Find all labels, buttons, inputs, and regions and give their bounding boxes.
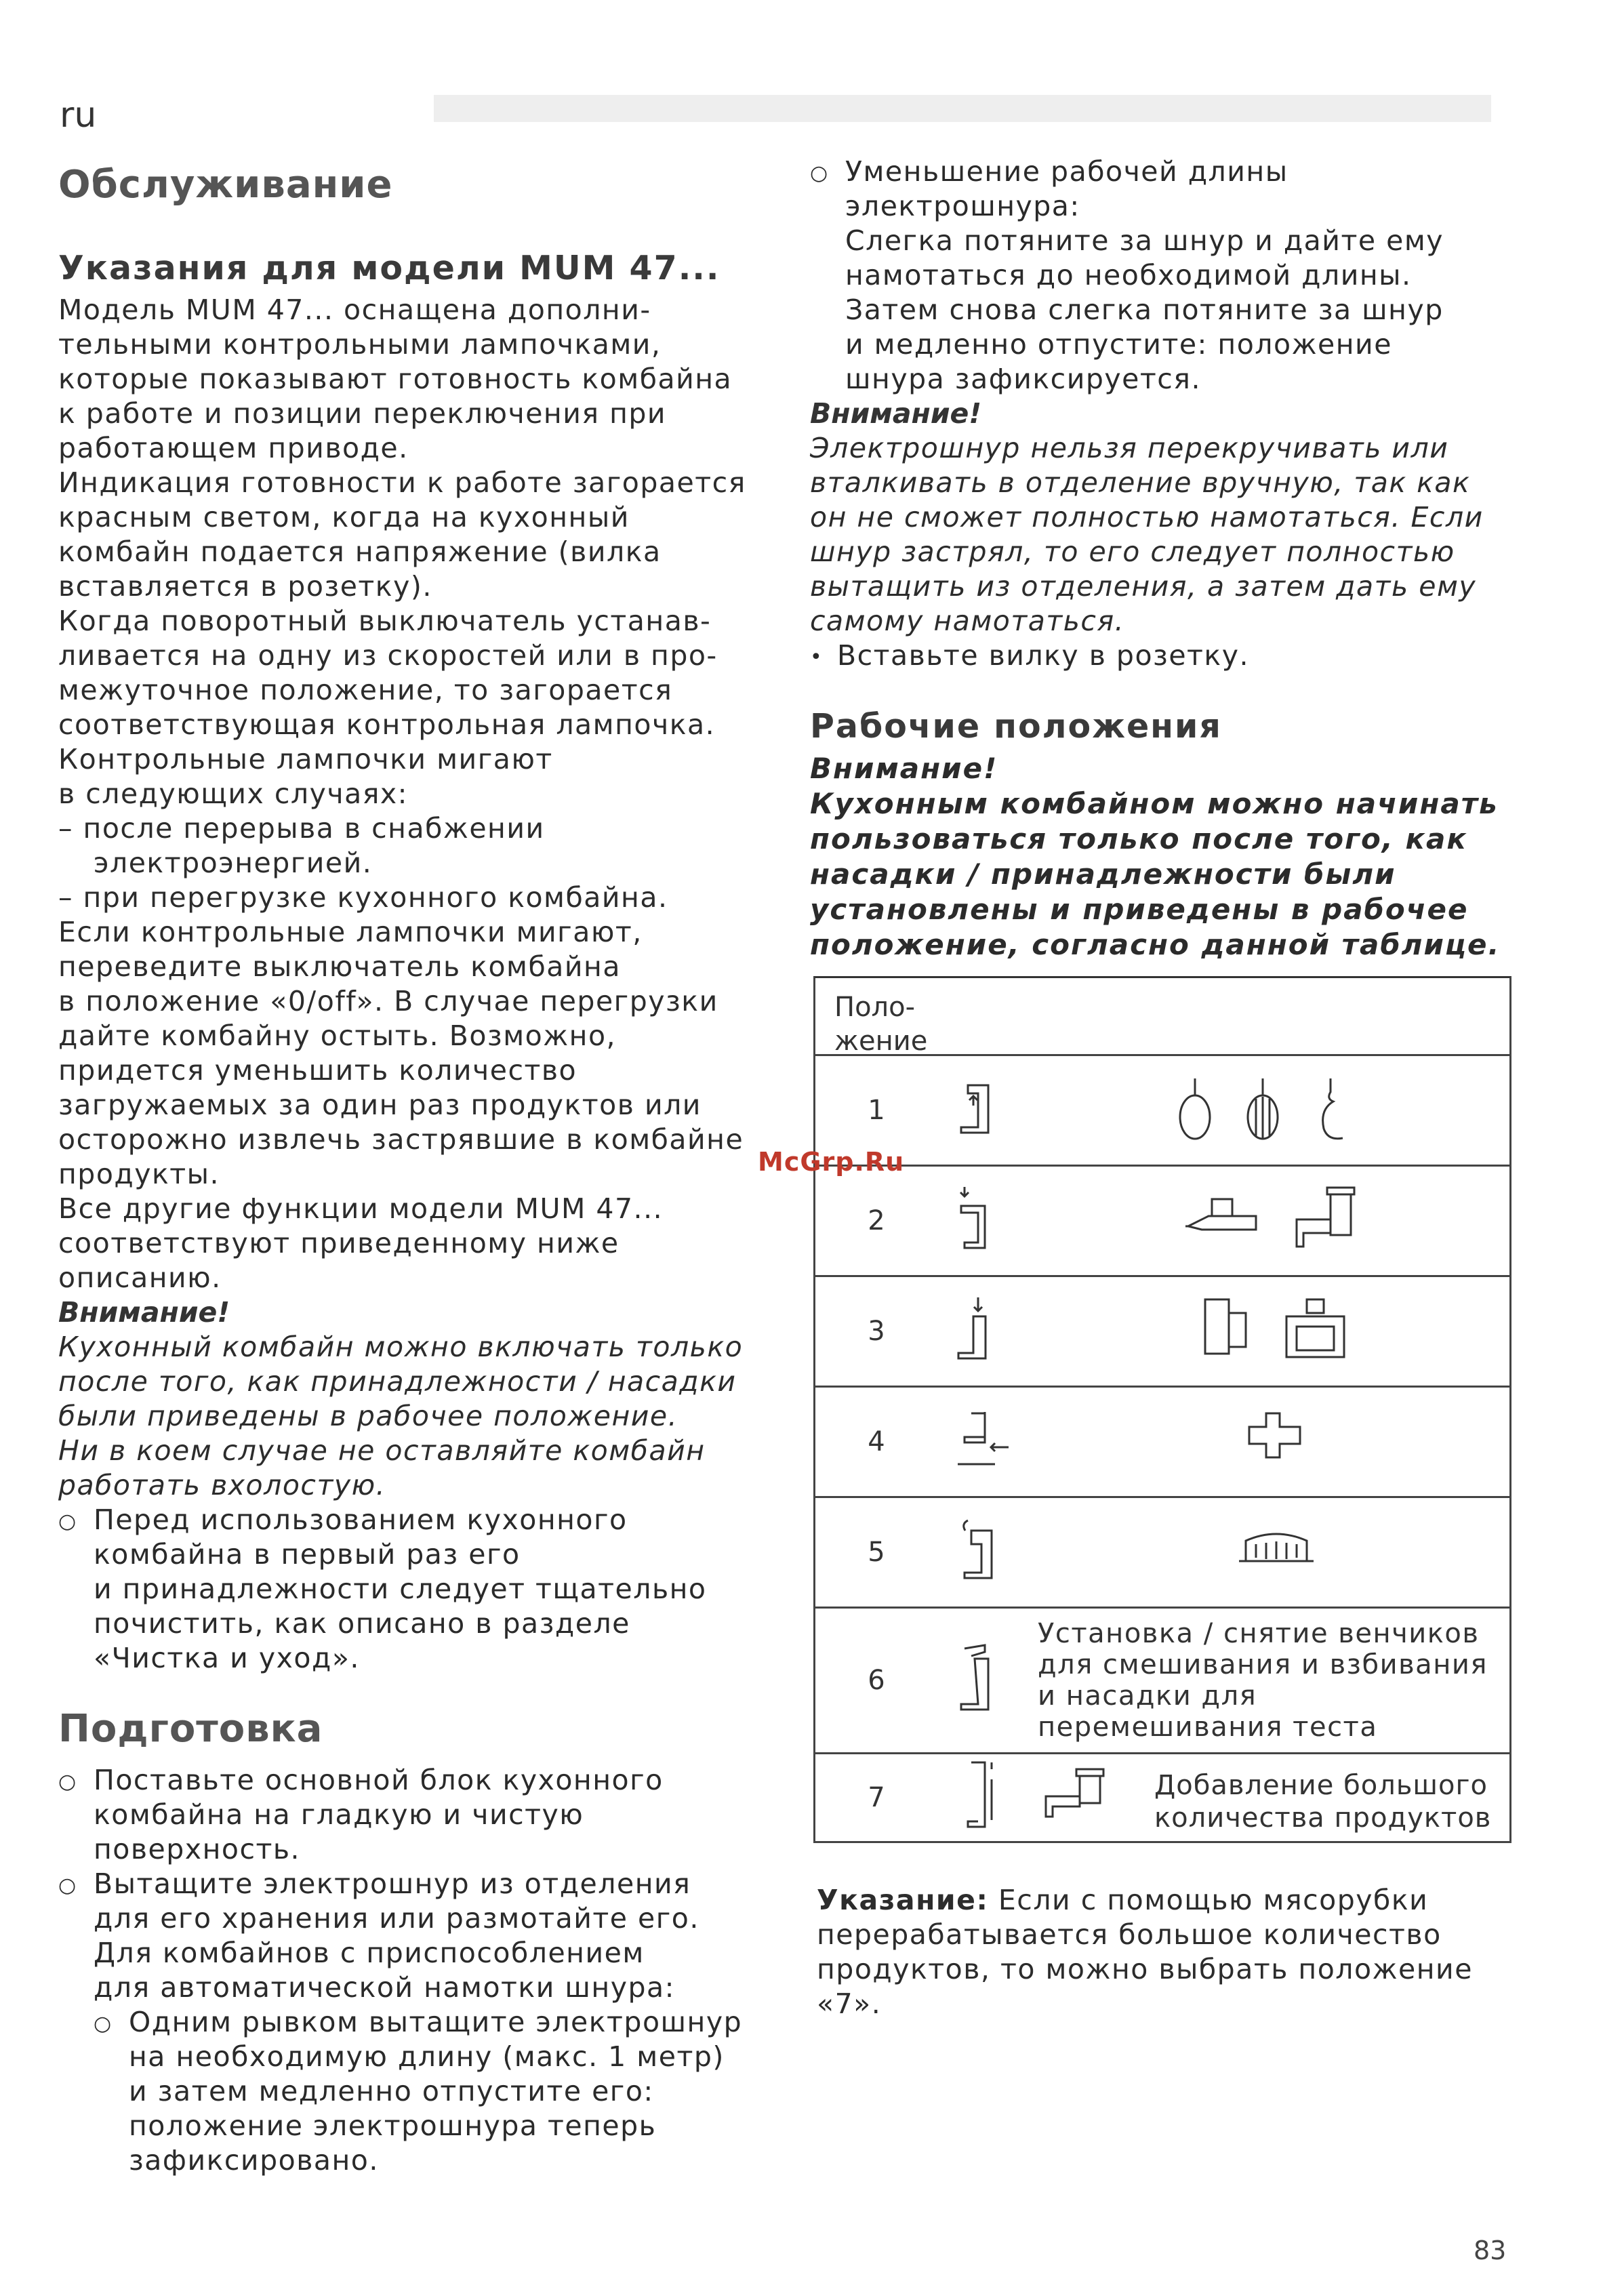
text-line: поверхность. [94,1833,301,1865]
text-line: Добавление большого [1154,1770,1488,1801]
header-text: Поло- [834,992,916,1023]
bullet-icon: ○ [810,161,829,185]
position-number: 1 [868,1095,885,1126]
table-row [813,1167,1511,1277]
text-line: перемешивания теста [1038,1712,1378,1743]
text-line: Поставьте основной блок кухонного [94,1764,664,1796]
text-line: для смешивания и взбивания [1038,1649,1488,1680]
text-line: продукты. [58,1158,220,1190]
heading-model-notes: Указания для модели MUM 47... [58,249,720,287]
table-row [813,1609,1511,1754]
dough-hook-icon [1310,1075,1351,1146]
text-line: «7». [817,1987,882,2020]
food-processor-icon [1276,1293,1358,1370]
warning-line: вытащить из отделения, а затем дать ему [810,570,1477,603]
text-line: соответствующая контрольная лампочка. [58,708,716,741]
dash-item-cont: электроэнергией. [94,847,373,879]
text-line: и медленно отпустите: положение [845,328,1392,361]
warning-line: самому намотаться. [810,605,1125,637]
table-row [813,1754,1511,1843]
text-line: и затем медленно отпустите его: [129,2075,654,2107]
model-description [58,293,750,1295]
text-line: тельными контрольными лампочками, [58,328,662,361]
text-line: почистить, как описано в разделе [94,1607,630,1640]
bullet-icon: ○ [58,1510,77,1533]
text-line: Уменьшение рабочей длины [845,155,1288,188]
warning-label: Внимание! [810,752,998,785]
text-line: осторожно извлечь застрявшие в комбайне [58,1123,744,1156]
table-header-row [813,976,1511,1056]
bullet-icon: ○ [58,1770,77,1794]
heading-operating-positions: Рабочие положения [810,707,1222,746]
bullet-item [810,639,1522,674]
text-line: «Чистка и уход». [94,1642,360,1674]
warning-line: он не сможет полностью намотаться. Если [810,501,1484,533]
position-6-description [1038,1618,1505,1743]
meat-grinder-icon [1039,1766,1114,1830]
text-line: Одним рывком вытащите электрошнур [129,2006,743,2038]
warning-line: были приведены в рабочее положение. [58,1400,678,1432]
text-line: Модель MUM 47... оснащена дополни- [58,294,651,326]
bullet-icon: • [810,645,824,669]
blender-icon [1198,1293,1259,1370]
right-column [810,155,1522,963]
text-line: вставляется в розетку). [58,570,432,603]
warning-line: работать вхолостую. [58,1469,386,1501]
meat-grinder-icon [1290,1182,1364,1259]
bullet-item [58,1867,750,2178]
left-column [58,163,750,2178]
mixer-position-5-icon [954,1517,1009,1588]
mixer-position-3-icon [954,1296,1002,1367]
text-line: количества продуктов [1154,1802,1492,1834]
warning-line: Ни в коем случае не оставляйте комбайн [58,1434,706,1467]
text-line: межуточное положение, то загорается [58,674,673,706]
text-line: загружаемых за один раз продуктов или [58,1089,702,1121]
text-line: комбайна на гладкую и чистую [94,1798,584,1831]
text-line: Слегка потяните за шнур и дайте ему [845,224,1444,257]
slicer-attachment-icon [1181,1189,1263,1253]
warning-label: Внимание! [810,397,982,430]
text-line: для его хранения или размотайте его. [94,1902,699,1935]
warning-line: Кухонный комбайн можно включать только [58,1331,744,1363]
position-7-description [1154,1769,1491,1834]
table-header-cell [834,990,927,1058]
note-label: Указание: [817,1884,989,1916]
sub-bullet-item [810,155,1522,397]
dash-item: – после перерыва в снабжении [58,812,545,845]
text-line: Вытащите электрошнур из отделения [94,1867,691,1900]
mixing-bowl-icon [1236,1524,1317,1581]
text-line: соответствуют приведенному ниже [58,1227,620,1259]
text-line: Когда поворотный выключатель устанав- [58,605,712,637]
mixer-position-1-icon [954,1078,1002,1142]
text-line: для автоматической намотки шнура: [94,1971,675,2004]
text-line: ливается на одну из скоростей или в про- [58,639,718,672]
warning-line: шнур застрял, то его следует полностью [810,536,1455,568]
warning-line: Кухонным комбайном можно начинать [810,787,1499,820]
text-line: Все другие функции модели MUM 47... [58,1192,664,1225]
text-line: описанию. [58,1261,222,1294]
bullet-icon: ○ [58,1874,77,1897]
text-line: красным светом, когда на кухонный [58,501,630,533]
text-line: к работе и позиции переключения при [58,397,667,430]
text-line: переведите выключатель комбайна [58,950,621,983]
section-title-maintenance: Обслуживание [58,163,393,207]
text-line: Если с помощью мясорубки [988,1884,1429,1916]
text-line: Контрольные лампочки мигают [58,743,553,775]
text-line: Индикация готовности к работе загорается [58,466,746,499]
position-number: 4 [868,1426,885,1457]
text-line: зафиксировано. [129,2144,379,2177]
text-line: придется уменьшить количество [58,1054,577,1087]
text-line: комбайна в первый раз его [94,1538,521,1571]
text-line: электрошнура: [845,190,1080,222]
table-note [817,1883,1515,2021]
warning-label: Внимание! [58,1296,230,1329]
page-number: 83 [1474,2236,1507,2265]
text-line: в положение «0/off». В случае перегрузки [58,985,718,1017]
text-line: продуктов, то можно выбрать положение [817,1953,1473,1985]
position-number: 6 [868,1665,885,1696]
text-line: шнура зафиксируется. [845,363,1201,395]
warning-line: насадки / принадлежности были [810,857,1396,891]
text-line: намотаться до необходимой длины. [845,259,1412,291]
table-row [813,1277,1511,1388]
warning-line: Электрошнур нельзя перекручивать или [810,432,1449,464]
mixer-position-4-icon [954,1407,1015,1477]
table-row [813,1388,1511,1498]
mixer-position-6-icon [954,1642,1009,1719]
header-text: жение [834,1026,928,1057]
text-line: которые показывают готовность комбайна [58,363,733,395]
section-title-preparation: Подготовка [58,1707,323,1751]
text-line: в следующих случаях: [58,777,408,810]
text-line: работающем приводе. [58,432,409,464]
text-line: дайте комбайну остыть. Возможно, [58,1019,617,1052]
text-line: Перед использованием кухонного [94,1503,628,1536]
bullet-item [58,1763,750,1867]
warning-line: пользоваться только после того, как [810,822,1467,855]
text-line: и насадки для [1038,1680,1257,1712]
text-line: положение электрошнура теперь [129,2109,657,2142]
watermark: McGrp.Ru [758,1147,905,1177]
warning-line: вталкивать в отделение вручную, так как [810,466,1471,499]
mixer-position-2-icon [954,1186,1002,1256]
warning-line: положение, согласно данной таблице. [810,928,1501,961]
bullet-icon: ○ [94,2012,113,2036]
text-line: Вставьте вилку в розетку. [837,639,1249,672]
text-line: Если контрольные лампочки мигают, [58,916,643,948]
text-line: комбайн подается напряжение (вилка [58,536,662,568]
table-row [813,1056,1511,1167]
position-number: 2 [868,1205,885,1236]
text-line: перерабатывается большое количество [817,1918,1442,1951]
position-number: 3 [868,1316,885,1347]
position-number: 5 [868,1537,885,1568]
positions-table [813,976,1511,1843]
beater-icon [1236,1075,1290,1146]
whisk-icon [1168,1075,1222,1146]
warning-line: после того, как принадлежности / насадки [58,1365,737,1398]
text-line: и принадлежности следует тщательно [94,1573,707,1605]
text-line: Для комбайнов с приспособлением [94,1937,645,1969]
text-line: на необходимую длину (макс. 1 метр) [129,2040,725,2073]
sub-bullet-item [94,2005,742,2178]
faded-header-strip [434,81,1491,136]
mixer-position-7-icon [961,1759,1009,1836]
text-line: Затем снова слегка потяните за шнур [845,294,1444,326]
bullet-item [58,1503,750,1676]
text-line: Установка / снятие венчиков [1038,1618,1480,1649]
warning-line: установлены и приведены в рабочее [810,893,1469,926]
language-code: ru [60,95,97,136]
citrus-press-icon [1242,1407,1310,1477]
dash-item: – при перегрузке кухонного комбайна. [58,881,668,914]
position-number: 7 [868,1782,885,1813]
table-row [813,1498,1511,1609]
